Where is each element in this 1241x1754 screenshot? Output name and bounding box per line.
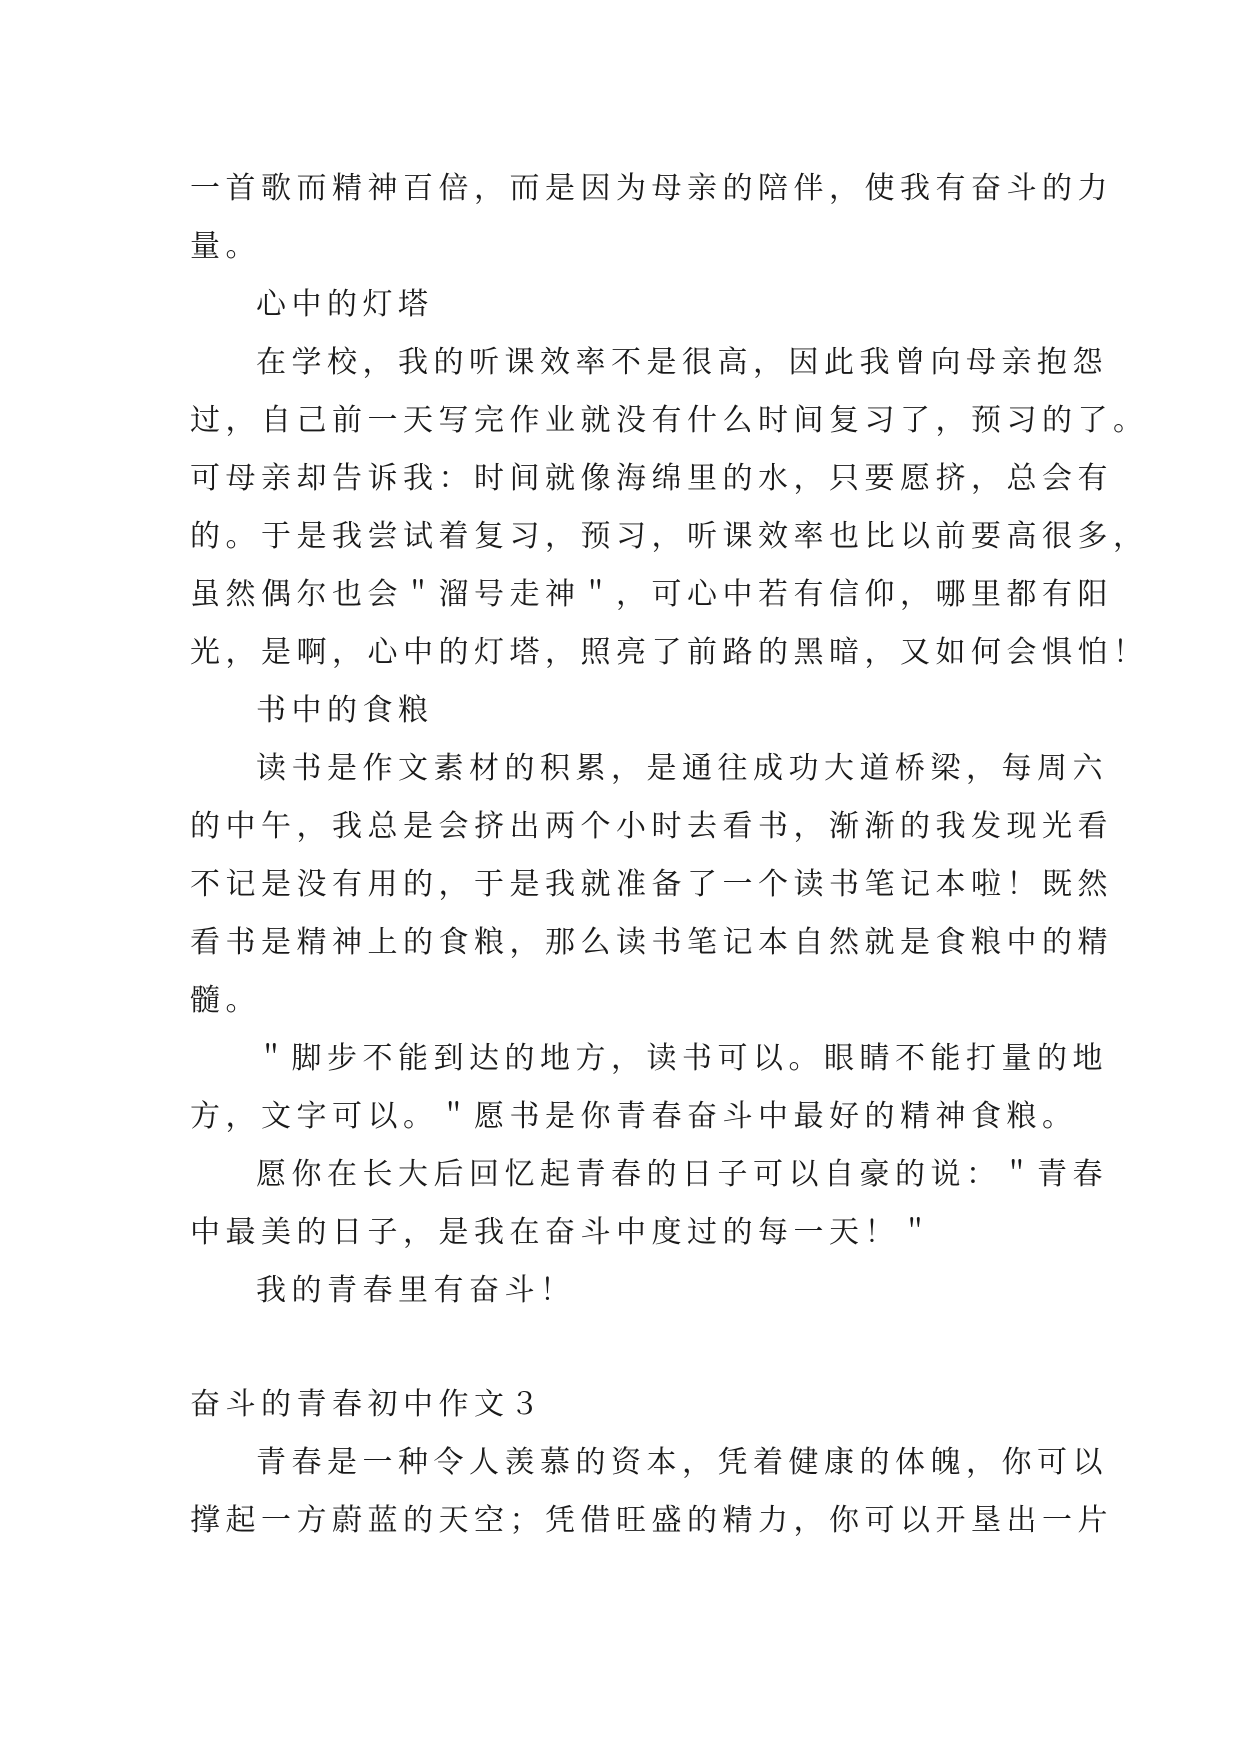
text-line: 读书是作文素材的积累，是通往成功大道桥梁，每周六 <box>256 751 1108 786</box>
document-body <box>190 160 1149 1550</box>
text-line: 量。 <box>190 229 261 264</box>
text-line: 髓。 <box>190 983 261 1018</box>
text-line: 一首歌而精神百倍，而是因为母亲的陪伴，使我有奋斗的力 <box>190 171 1113 206</box>
text-line: 过，自己前一天写完作业就没有什么时间复习了，预习的了。 <box>190 403 1149 438</box>
text-line: 的。于是我尝试着复习，预习，听课效率也比以前要高很多， <box>190 519 1149 554</box>
text-line: ＂脚步不能到达的地方，读书可以。眼睛不能打量的地 <box>256 1041 1108 1076</box>
text-line: 青春是一种令人羡慕的资本，凭着健康的体魄，你可以 <box>256 1445 1108 1480</box>
text-line: 不记是没有用的，于是我就准备了一个读书笔记本啦！既然 <box>190 867 1113 902</box>
text-line: 光，是啊，心中的灯塔，照亮了前路的黑暗，又如何会惧怕！ <box>190 635 1149 670</box>
text-line: 看书是精神上的食粮，那么读书笔记本自然就是食粮中的精 <box>190 925 1113 960</box>
text-line: 撑起一方蔚蓝的天空；凭借旺盛的精力，你可以开垦出一片 <box>190 1503 1113 1538</box>
text-line: 方，文字可以。＂愿书是你青春奋斗中最好的精神食粮。 <box>190 1099 1078 1134</box>
paragraph-gap <box>190 1320 1050 1376</box>
text-line: 愿你在长大后回忆起青春的日子可以自豪的说：＂青春 <box>256 1157 1108 1192</box>
text-line: 在学校，我的听课效率不是很高，因此我曾向母亲抱怨 <box>256 345 1108 380</box>
text-line: 的中午，我总是会挤出两个小时去看书，渐渐的我发现光看 <box>190 809 1113 844</box>
section-heading-food: 书中的食粮 <box>256 693 434 728</box>
text-line: 我的青春里有奋斗！ <box>256 1273 576 1308</box>
section-heading-lighthouse: 心中的灯塔 <box>256 287 434 322</box>
essay-title: 奋斗的青春初中作文３ <box>190 1387 545 1422</box>
text-line: 虽然偶尔也会＂溜号走神＂，可心中若有信仰，哪里都有阳 <box>190 577 1113 612</box>
text-line: 可母亲却告诉我：时间就像海绵里的水，只要愿挤，总会有 <box>190 461 1113 496</box>
text-line: 中最美的日子，是我在奋斗中度过的每一天！＂ <box>190 1215 936 1250</box>
